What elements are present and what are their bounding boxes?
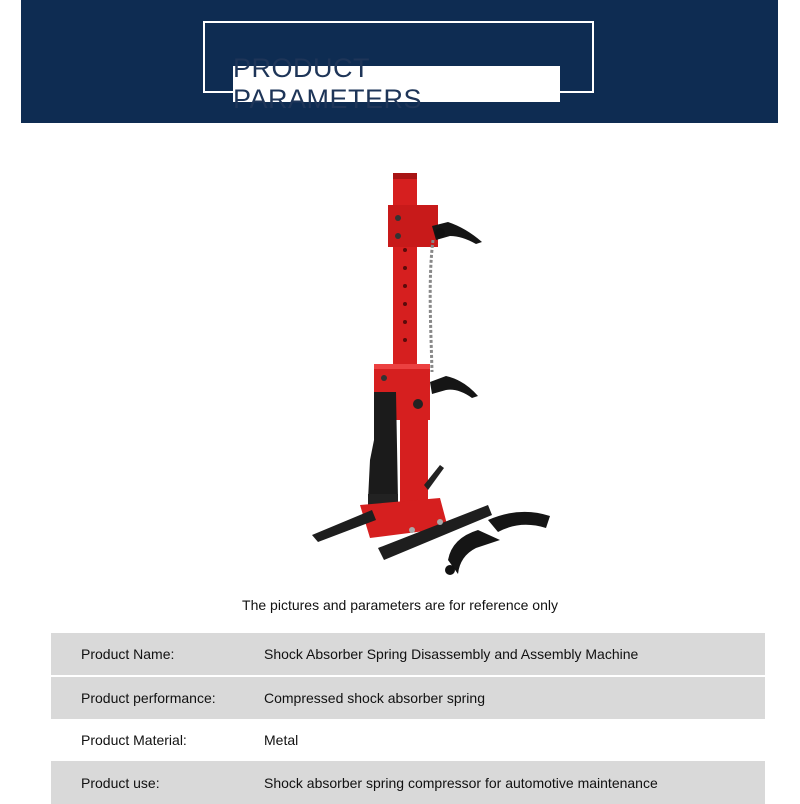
param-label: Product use: [81,774,160,791]
spare-jaw-left [448,530,500,574]
table-row [51,761,765,804]
spare-jaw-right [488,512,550,532]
param-value: Shock Absorber Spring Disassembly and Assembly Machine [264,646,639,662]
param-label: Product performance: [81,690,216,706]
parameters-table [51,633,765,804]
frame-corner-right [560,91,594,93]
page-title: PRODUCT PARAMETERS [233,53,423,114]
param-value: Shock absorber spring compressor for automotive maintenance [264,774,658,791]
upper-bracket [388,205,438,247]
lower-jaw [430,376,478,398]
param-value: Compressed shock absorber spring [264,690,485,706]
param-value: Metal [264,732,299,748]
table-row [51,719,765,761]
table-row [51,677,765,719]
frame-corner-left [203,91,233,93]
product-image [200,150,600,590]
chain [430,240,433,372]
image-caption: The pictures and parameters are for reference only [242,597,558,613]
param-label: Product Material: [81,732,187,748]
hydraulic-jack [368,392,398,500]
table-row [51,633,765,675]
title-box [233,53,560,114]
param-label: Product Name: [81,646,175,662]
